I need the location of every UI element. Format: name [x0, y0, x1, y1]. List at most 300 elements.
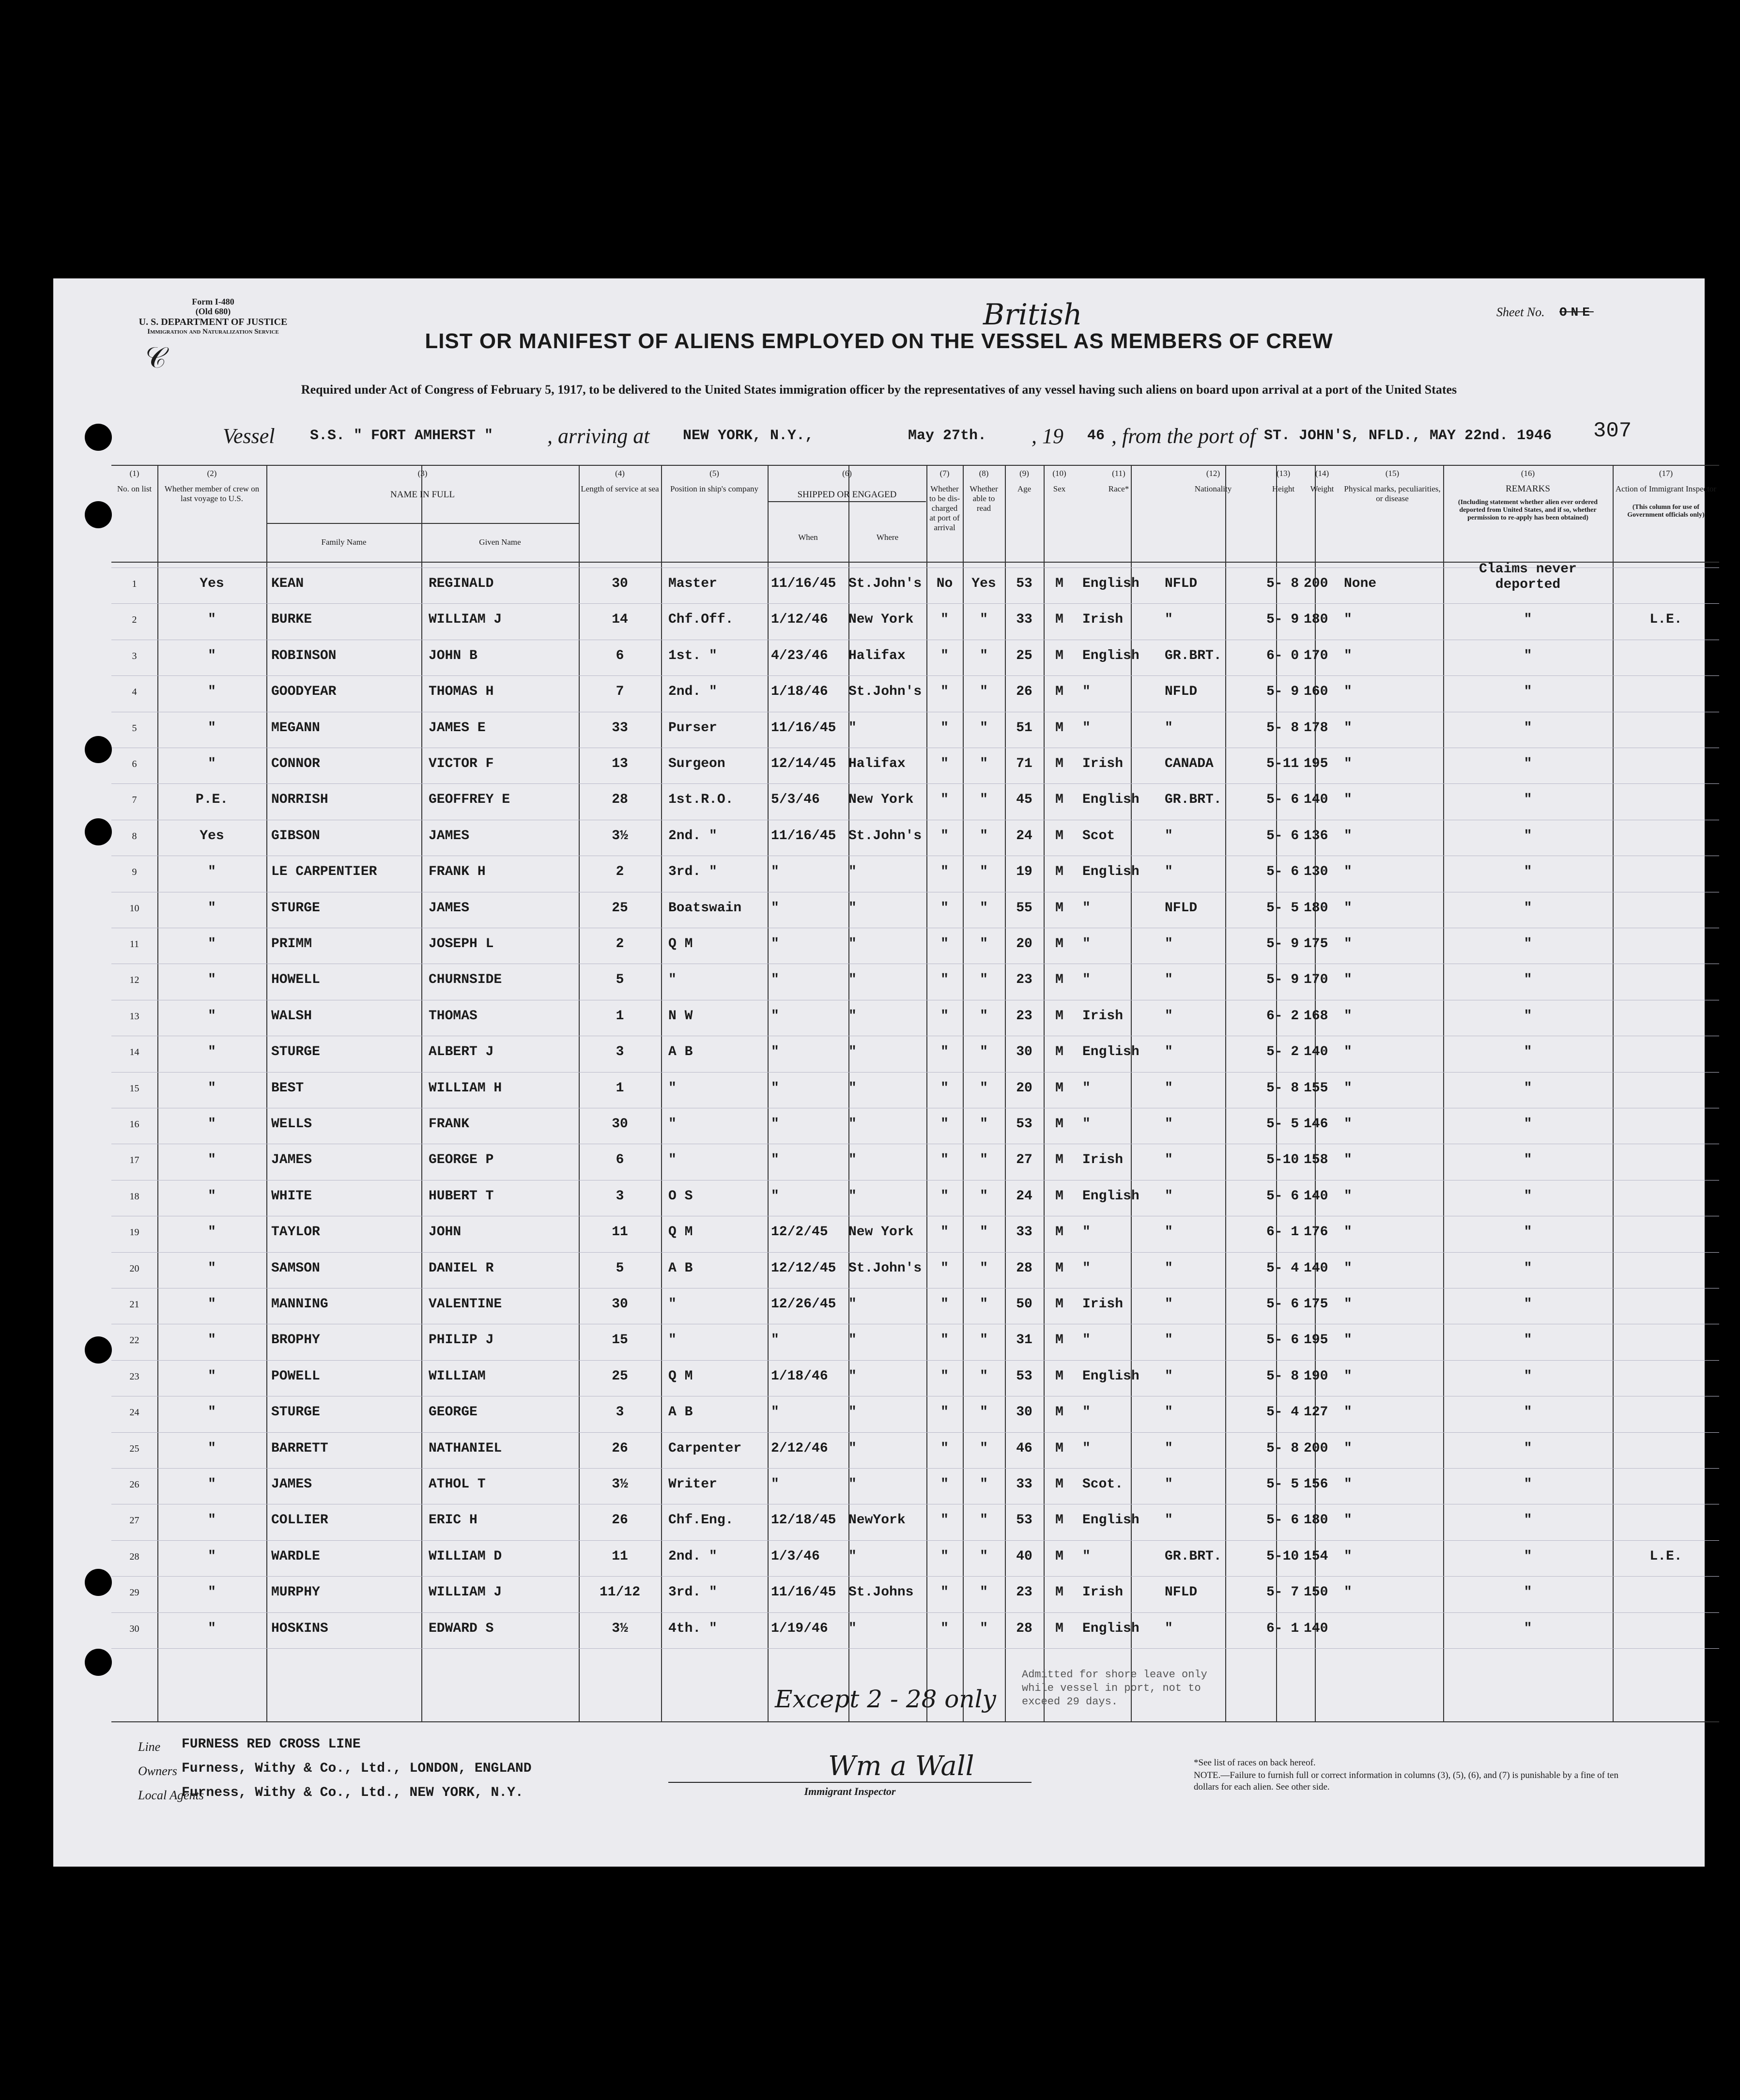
row-18-sex: M — [1055, 1188, 1063, 1204]
row-17-family: JAMES — [271, 1152, 312, 1168]
row-16-no: 16 — [129, 1119, 139, 1130]
row-27-where: NewYork — [848, 1513, 906, 1528]
row-14-service: 3 — [616, 1044, 624, 1060]
row-gridline — [111, 1432, 1719, 1433]
row-17-weight: 158 — [1304, 1152, 1328, 1168]
row-16-height: 5- 5 — [1266, 1117, 1299, 1132]
row-21-crew: " — [208, 1297, 216, 1312]
col-header-shipped-when: When — [798, 533, 818, 542]
row-4-remarks: " — [1524, 684, 1532, 700]
row-28-disch: " — [940, 1548, 949, 1564]
row-14-family: STURGE — [271, 1044, 320, 1060]
row-27-nat: " — [1165, 1513, 1173, 1528]
row-25-age: 46 — [1016, 1441, 1032, 1456]
row-25-family: BARRETT — [271, 1441, 328, 1456]
row-9-no: 9 — [132, 867, 137, 878]
vessel-line — [169, 424, 1622, 453]
col-header-c3-label: NAME IN FULL — [390, 490, 455, 500]
row-2-sex: M — [1055, 612, 1063, 628]
row-6-when: 12/14/45 — [771, 756, 836, 771]
row-22-no: 22 — [129, 1335, 139, 1346]
row-29-age: 23 — [1016, 1585, 1032, 1600]
row-13-crew: " — [208, 1008, 216, 1024]
row-16-weight: 146 — [1304, 1117, 1328, 1132]
row-1-no: 1 — [132, 579, 137, 589]
row-9-given: FRANK H — [429, 864, 486, 880]
row-22-family: BROPHY — [271, 1333, 320, 1348]
row-1-weight: 200 — [1304, 576, 1328, 591]
row-10-where: " — [848, 900, 857, 916]
row-11-where: " — [848, 936, 857, 951]
row-2-family: BURKE — [271, 612, 312, 628]
row-7-disch: " — [940, 792, 949, 808]
row-8-family: GIBSON — [271, 828, 320, 843]
row-14-remarks: " — [1524, 1044, 1532, 1060]
col-header-given-name: Given Name — [479, 537, 521, 547]
row-19-when: 12/2/45 — [771, 1225, 828, 1240]
row-28-where: " — [848, 1548, 857, 1564]
row-6-marks: " — [1344, 756, 1352, 771]
row-30-nat: " — [1165, 1621, 1173, 1636]
row-6-race: Irish — [1082, 756, 1124, 771]
row-3-crew: " — [208, 648, 216, 663]
row-5-race: " — [1082, 720, 1091, 736]
row-20-race: " — [1082, 1260, 1091, 1276]
row-2-race: Irish — [1082, 612, 1124, 628]
row-13-service: 1 — [616, 1008, 624, 1024]
row-11-race: " — [1082, 936, 1091, 951]
row-15-no: 15 — [129, 1083, 139, 1094]
col-header-c17-num: (17) — [1659, 469, 1673, 478]
vessel-name: S.S. " FORT AMHERST " — [310, 428, 493, 444]
row-20-given: DANIEL R — [429, 1260, 494, 1276]
row-24-service: 3 — [616, 1405, 624, 1420]
row-7-crew: P.E. — [195, 792, 229, 808]
row-25-sex: M — [1055, 1441, 1063, 1456]
row-27-family: COLLIER — [271, 1513, 328, 1528]
row-1-sex: M — [1055, 576, 1063, 591]
row-15-crew: " — [208, 1080, 216, 1096]
row-3-where: Halifax — [848, 648, 906, 663]
row-29-service: 11/12 — [599, 1585, 640, 1600]
row-1-race: English — [1082, 576, 1139, 591]
row-5-family: MEGANN — [271, 720, 320, 736]
row-29-where: St.Johns — [848, 1585, 914, 1600]
row-25-read: " — [980, 1441, 988, 1456]
row-29-no: 29 — [129, 1587, 139, 1598]
row-20-crew: " — [208, 1260, 216, 1276]
row-16-position: " — [668, 1117, 677, 1132]
row-25-no: 25 — [129, 1443, 139, 1454]
row-10-service: 25 — [612, 900, 628, 916]
row-4-marks: " — [1344, 684, 1352, 700]
row-10-remarks: " — [1524, 900, 1532, 916]
row-19-no: 19 — [129, 1227, 139, 1238]
agent-value: Furness, Withy & Co., Ltd., NEW YORK, N.Y. — [182, 1785, 524, 1800]
row-12-no: 12 — [129, 975, 139, 986]
row-15-sex: M — [1055, 1080, 1063, 1096]
row-9-marks: " — [1344, 864, 1352, 880]
row-14-height: 5- 2 — [1266, 1044, 1299, 1060]
row-12-age: 23 — [1016, 972, 1032, 988]
row-15-where: " — [848, 1080, 857, 1096]
row-29-nat: NFLD — [1165, 1585, 1198, 1600]
row-29-when: 11/16/45 — [771, 1585, 836, 1600]
row-7-weight: 140 — [1304, 792, 1328, 808]
row-19-age: 33 — [1016, 1225, 1032, 1240]
row-17-service: 6 — [616, 1152, 624, 1168]
row-12-crew: " — [208, 972, 216, 988]
row-1-service: 30 — [612, 576, 628, 591]
vessel-label: Vessel — [223, 424, 275, 448]
row-7-height: 5- 6 — [1266, 792, 1299, 808]
row-22-height: 5- 6 — [1266, 1333, 1299, 1348]
form-old-number: (Old 680) — [195, 307, 231, 316]
row-27-crew: " — [208, 1513, 216, 1528]
row-3-no: 3 — [132, 650, 137, 661]
row-16-crew: " — [208, 1117, 216, 1132]
row-17-disch: " — [940, 1152, 949, 1168]
row-30-crew: " — [208, 1621, 216, 1636]
row-13-sex: M — [1055, 1008, 1063, 1024]
row-11-sex: M — [1055, 936, 1063, 951]
row-14-read: " — [980, 1044, 988, 1060]
row-29-sex: M — [1055, 1585, 1063, 1600]
row-24-family: STURGE — [271, 1405, 320, 1420]
row-3-race: English — [1082, 648, 1139, 663]
row-4-height: 5- 9 — [1266, 684, 1299, 700]
row-29-crew: " — [208, 1585, 216, 1600]
row-17-where: " — [848, 1152, 857, 1168]
row-18-age: 24 — [1016, 1188, 1032, 1204]
row-18-service: 3 — [616, 1188, 624, 1204]
row-12-read: " — [980, 972, 988, 988]
row-27-read: " — [980, 1513, 988, 1528]
row-2-given: WILLIAM J — [429, 612, 502, 628]
row-20-no: 20 — [129, 1263, 139, 1274]
row-30-given: EDWARD S — [429, 1621, 494, 1636]
row-17-nat: " — [1165, 1152, 1173, 1168]
row-28-action: L.E. — [1649, 1548, 1682, 1564]
row-7-given: GEOFFREY E — [429, 792, 510, 808]
row-26-age: 33 — [1016, 1477, 1032, 1492]
row-5-no: 5 — [132, 722, 137, 734]
row-18-when: " — [771, 1188, 779, 1204]
row-30-age: 28 — [1016, 1621, 1032, 1636]
row-8-height: 5- 6 — [1266, 828, 1299, 843]
row-17-sex: M — [1055, 1152, 1063, 1168]
row-20-remarks: " — [1524, 1260, 1532, 1276]
row-19-given: JOHN — [429, 1225, 462, 1240]
row-15-family: BEST — [271, 1080, 304, 1096]
row-16-remarks: " — [1524, 1117, 1532, 1132]
row-9-age: 19 — [1016, 864, 1032, 880]
row-10-age: 55 — [1016, 900, 1032, 916]
row-gridline — [111, 1648, 1719, 1649]
row-10-sex: M — [1055, 900, 1063, 916]
row-30-sex: M — [1055, 1621, 1063, 1636]
row-6-weight: 195 — [1304, 756, 1328, 771]
service: Immigration and Naturalization Service — [147, 328, 279, 336]
row-27-remarks: " — [1524, 1513, 1532, 1528]
col-header-family-name: Family Name — [321, 537, 367, 547]
row-23-disch: " — [940, 1368, 949, 1384]
col-header-c13-num: (13) — [1276, 469, 1291, 478]
inspector-label: Immigrant Inspector — [804, 1785, 896, 1797]
row-9-disch: " — [940, 864, 949, 880]
row-24-marks: " — [1344, 1405, 1352, 1420]
row-13-position: N W — [668, 1008, 693, 1024]
row-18-remarks: " — [1524, 1188, 1532, 1204]
from-port: ST. JOHN'S, NFLD., MAY 22nd. 1946 — [1264, 428, 1552, 444]
line-value: FURNESS RED CROSS LINE — [182, 1737, 361, 1752]
row-4-age: 26 — [1016, 684, 1032, 700]
row-11-read: " — [980, 936, 988, 951]
row-16-service: 30 — [612, 1117, 628, 1132]
row-9-crew: " — [208, 864, 216, 880]
row-7-family: NORRISH — [271, 792, 328, 808]
row-3-read: " — [980, 648, 988, 663]
row-gridline — [111, 1252, 1719, 1253]
row-17-no: 17 — [129, 1155, 139, 1166]
row-10-when: " — [771, 900, 779, 916]
row-4-no: 4 — [132, 687, 137, 698]
row-26-where: " — [848, 1477, 857, 1492]
row-22-crew: " — [208, 1333, 216, 1348]
row-1-age: 53 — [1016, 576, 1032, 591]
row-4-read: " — [980, 684, 988, 700]
row-4-weight: 160 — [1304, 684, 1328, 700]
row-5-position: Purser — [668, 720, 717, 736]
col-header-c8-num: (8) — [979, 469, 989, 478]
row-23-height: 5- 8 — [1266, 1368, 1299, 1384]
row-21-when: 12/26/45 — [771, 1297, 836, 1312]
row-28-position: 2nd. " — [668, 1548, 717, 1564]
row-30-service: 3½ — [612, 1621, 628, 1636]
row-28-read: " — [980, 1548, 988, 1564]
row-19-crew: " — [208, 1225, 216, 1240]
row-5-given: JAMES E — [429, 720, 486, 736]
row-22-position: " — [668, 1333, 677, 1348]
row-1-position: Master — [668, 576, 717, 591]
row-7-when: 5/3/46 — [771, 792, 820, 808]
col-header-c8-label: Whether able to read — [970, 484, 998, 513]
row-1-when: 11/16/45 — [771, 576, 836, 591]
row-9-remarks: " — [1524, 864, 1532, 880]
row-12-race: " — [1082, 972, 1091, 988]
row-26-marks: " — [1344, 1477, 1352, 1492]
row-14-when: " — [771, 1044, 779, 1060]
row-11-age: 20 — [1016, 936, 1032, 951]
row-29-height: 5- 7 — [1266, 1585, 1299, 1600]
row-4-service: 7 — [616, 684, 624, 700]
row-11-position: Q M — [668, 936, 693, 951]
row-8-where: St.John's — [848, 828, 922, 843]
row-20-family: SAMSON — [271, 1260, 320, 1276]
row-5-age: 51 — [1016, 720, 1032, 736]
row-4-race: " — [1082, 684, 1091, 700]
row-3-height: 6- 0 — [1266, 648, 1299, 663]
col-header-c5-label: Position in ship's company — [670, 484, 759, 493]
row-11-family: PRIMM — [271, 936, 312, 951]
row-25-position: Carpenter — [668, 1441, 742, 1456]
row-21-remarks: " — [1524, 1297, 1532, 1312]
row-gridline — [111, 1540, 1719, 1541]
row-25-race: " — [1082, 1441, 1091, 1456]
row-7-service: 28 — [612, 792, 628, 808]
row-10-weight: 180 — [1304, 900, 1328, 916]
column-divider — [1613, 465, 1614, 1721]
row-28-marks: " — [1344, 1548, 1352, 1564]
row-12-weight: 170 — [1304, 972, 1328, 988]
arriving-label: , arriving at — [547, 424, 650, 448]
row-13-given: THOMAS — [429, 1008, 477, 1024]
row-18-crew: " — [208, 1188, 216, 1204]
row-21-given: VALENTINE — [429, 1297, 502, 1312]
row-23-age: 53 — [1016, 1368, 1032, 1384]
row-22-given: PHILIP J — [429, 1333, 494, 1348]
col-header-c13-label: Height — [1272, 484, 1295, 493]
row-7-read: " — [980, 792, 988, 808]
row-9-nat: " — [1165, 864, 1173, 880]
row-28-nat: GR.BRT. — [1165, 1548, 1222, 1564]
row-22-age: 31 — [1016, 1333, 1032, 1348]
row-30-disch: " — [940, 1621, 949, 1636]
row-7-where: New York — [848, 792, 914, 808]
row-11-when: " — [771, 936, 779, 951]
row-4-nat: NFLD — [1165, 684, 1198, 700]
col-header-c12-num: (12) — [1206, 469, 1220, 478]
row-13-no: 13 — [129, 1011, 139, 1022]
row-24-remarks: " — [1524, 1405, 1532, 1420]
row-18-given: HUBERT T — [429, 1188, 494, 1204]
row-27-sex: M — [1055, 1513, 1063, 1528]
arriving-port: NEW YORK, N.Y., — [683, 428, 814, 444]
row-15-race: " — [1082, 1080, 1091, 1096]
row-5-crew: " — [208, 720, 216, 736]
row-20-where: St.John's — [848, 1260, 922, 1276]
row-21-service: 30 — [612, 1297, 628, 1312]
row-26-disch: " — [940, 1477, 949, 1492]
row-21-no: 21 — [129, 1299, 139, 1310]
row-27-age: 53 — [1016, 1513, 1032, 1528]
row-25-crew: " — [208, 1441, 216, 1456]
row-17-marks: " — [1344, 1152, 1352, 1168]
seal-mark-icon: 𝒞 — [145, 342, 167, 374]
row-20-sex: M — [1055, 1260, 1063, 1276]
row-20-weight: 140 — [1304, 1260, 1328, 1276]
row-13-disch: " — [940, 1008, 949, 1024]
row-1-given: REGINALD — [429, 576, 494, 591]
row-7-sex: M — [1055, 792, 1063, 808]
row-30-weight: 140 — [1304, 1621, 1328, 1636]
row-12-disch: " — [940, 972, 949, 988]
row-2-where: New York — [848, 612, 914, 628]
row-3-sex: M — [1055, 648, 1063, 663]
table-bottom-border — [111, 1721, 1719, 1722]
row-9-family: LE CARPENTIER — [271, 864, 377, 880]
row-24-height: 5- 4 — [1266, 1405, 1299, 1420]
col-header-c10-num: (10) — [1052, 469, 1066, 478]
row-12-marks: " — [1344, 972, 1352, 988]
row-13-nat: " — [1165, 1008, 1173, 1024]
col-header-c16-label: REMARKS — [1506, 484, 1550, 494]
row-25-weight: 200 — [1304, 1441, 1328, 1456]
punch-hole-6 — [85, 1569, 112, 1596]
row-15-height: 5- 8 — [1266, 1080, 1299, 1096]
row-27-marks: " — [1344, 1513, 1352, 1528]
row-29-remarks: " — [1524, 1585, 1532, 1600]
row-2-position: Chf.Off. — [668, 612, 734, 628]
row-19-service: 11 — [612, 1225, 628, 1240]
row-11-disch: " — [940, 936, 949, 951]
column-divider — [768, 465, 769, 1721]
col-header-c1-num: (1) — [129, 469, 139, 478]
row-21-age: 50 — [1016, 1297, 1032, 1312]
row-11-nat: " — [1165, 936, 1173, 951]
row-27-disch: " — [940, 1513, 949, 1528]
row-17-crew: " — [208, 1152, 216, 1168]
row-4-disch: " — [940, 684, 949, 700]
row-2-age: 33 — [1016, 612, 1032, 628]
row-24-when: " — [771, 1405, 779, 1420]
name-subheader-divider — [266, 523, 579, 524]
row-19-height: 6- 1 — [1266, 1225, 1299, 1240]
row-27-height: 5- 6 — [1266, 1513, 1299, 1528]
row-28-race: " — [1082, 1548, 1091, 1564]
row-5-marks: " — [1344, 720, 1352, 736]
row-17-remarks: " — [1524, 1152, 1532, 1168]
row-18-race: English — [1082, 1188, 1139, 1204]
row-8-when: 11/16/45 — [771, 828, 836, 843]
row-19-family: TAYLOR — [271, 1225, 320, 1240]
row-23-nat: " — [1165, 1368, 1173, 1384]
from-label: , from the port of — [1111, 424, 1256, 448]
row-20-when: 12/12/45 — [771, 1260, 836, 1276]
row-3-marks: " — [1344, 648, 1352, 663]
row-8-remarks: " — [1524, 828, 1532, 843]
shore-leave-stamp: Admitted for shore leave only while vessel in port, not to exceed 29 days. — [1022, 1669, 1207, 1708]
row-22-race: " — [1082, 1333, 1091, 1348]
row-8-position: 2nd. " — [668, 828, 717, 843]
row-29-marks: " — [1344, 1585, 1352, 1600]
sheet-label: Sheet No. — [1496, 305, 1545, 319]
row-30-family: HOSKINS — [271, 1621, 328, 1636]
col-header-c1-label: No. on list — [117, 484, 152, 493]
row-5-disch: " — [940, 720, 949, 736]
row-21-position: " — [668, 1297, 677, 1312]
row-23-remarks: " — [1524, 1368, 1532, 1384]
row-4-given: THOMAS H — [429, 684, 494, 700]
row-22-when: " — [771, 1333, 779, 1348]
row-23-given: WILLIAM — [429, 1368, 486, 1384]
row-1-where: St.John's — [848, 576, 922, 591]
row-2-when: 1/12/46 — [771, 612, 828, 628]
row-1-read: Yes — [971, 576, 996, 591]
handwritten-british: British — [983, 298, 1082, 332]
row-6-height: 5-11 — [1266, 756, 1299, 771]
row-30-remarks: " — [1524, 1621, 1532, 1636]
row-16-family: WELLS — [271, 1117, 312, 1132]
row-27-weight: 180 — [1304, 1513, 1328, 1528]
row-3-family: ROBINSON — [271, 648, 337, 663]
row-3-age: 25 — [1016, 648, 1032, 663]
row-28-when: 1/3/46 — [771, 1548, 820, 1564]
row-30-when: 1/19/46 — [771, 1621, 828, 1636]
row-1-marks: None — [1344, 576, 1377, 591]
row-21-race: Irish — [1082, 1297, 1124, 1312]
row-2-service: 14 — [612, 612, 628, 628]
